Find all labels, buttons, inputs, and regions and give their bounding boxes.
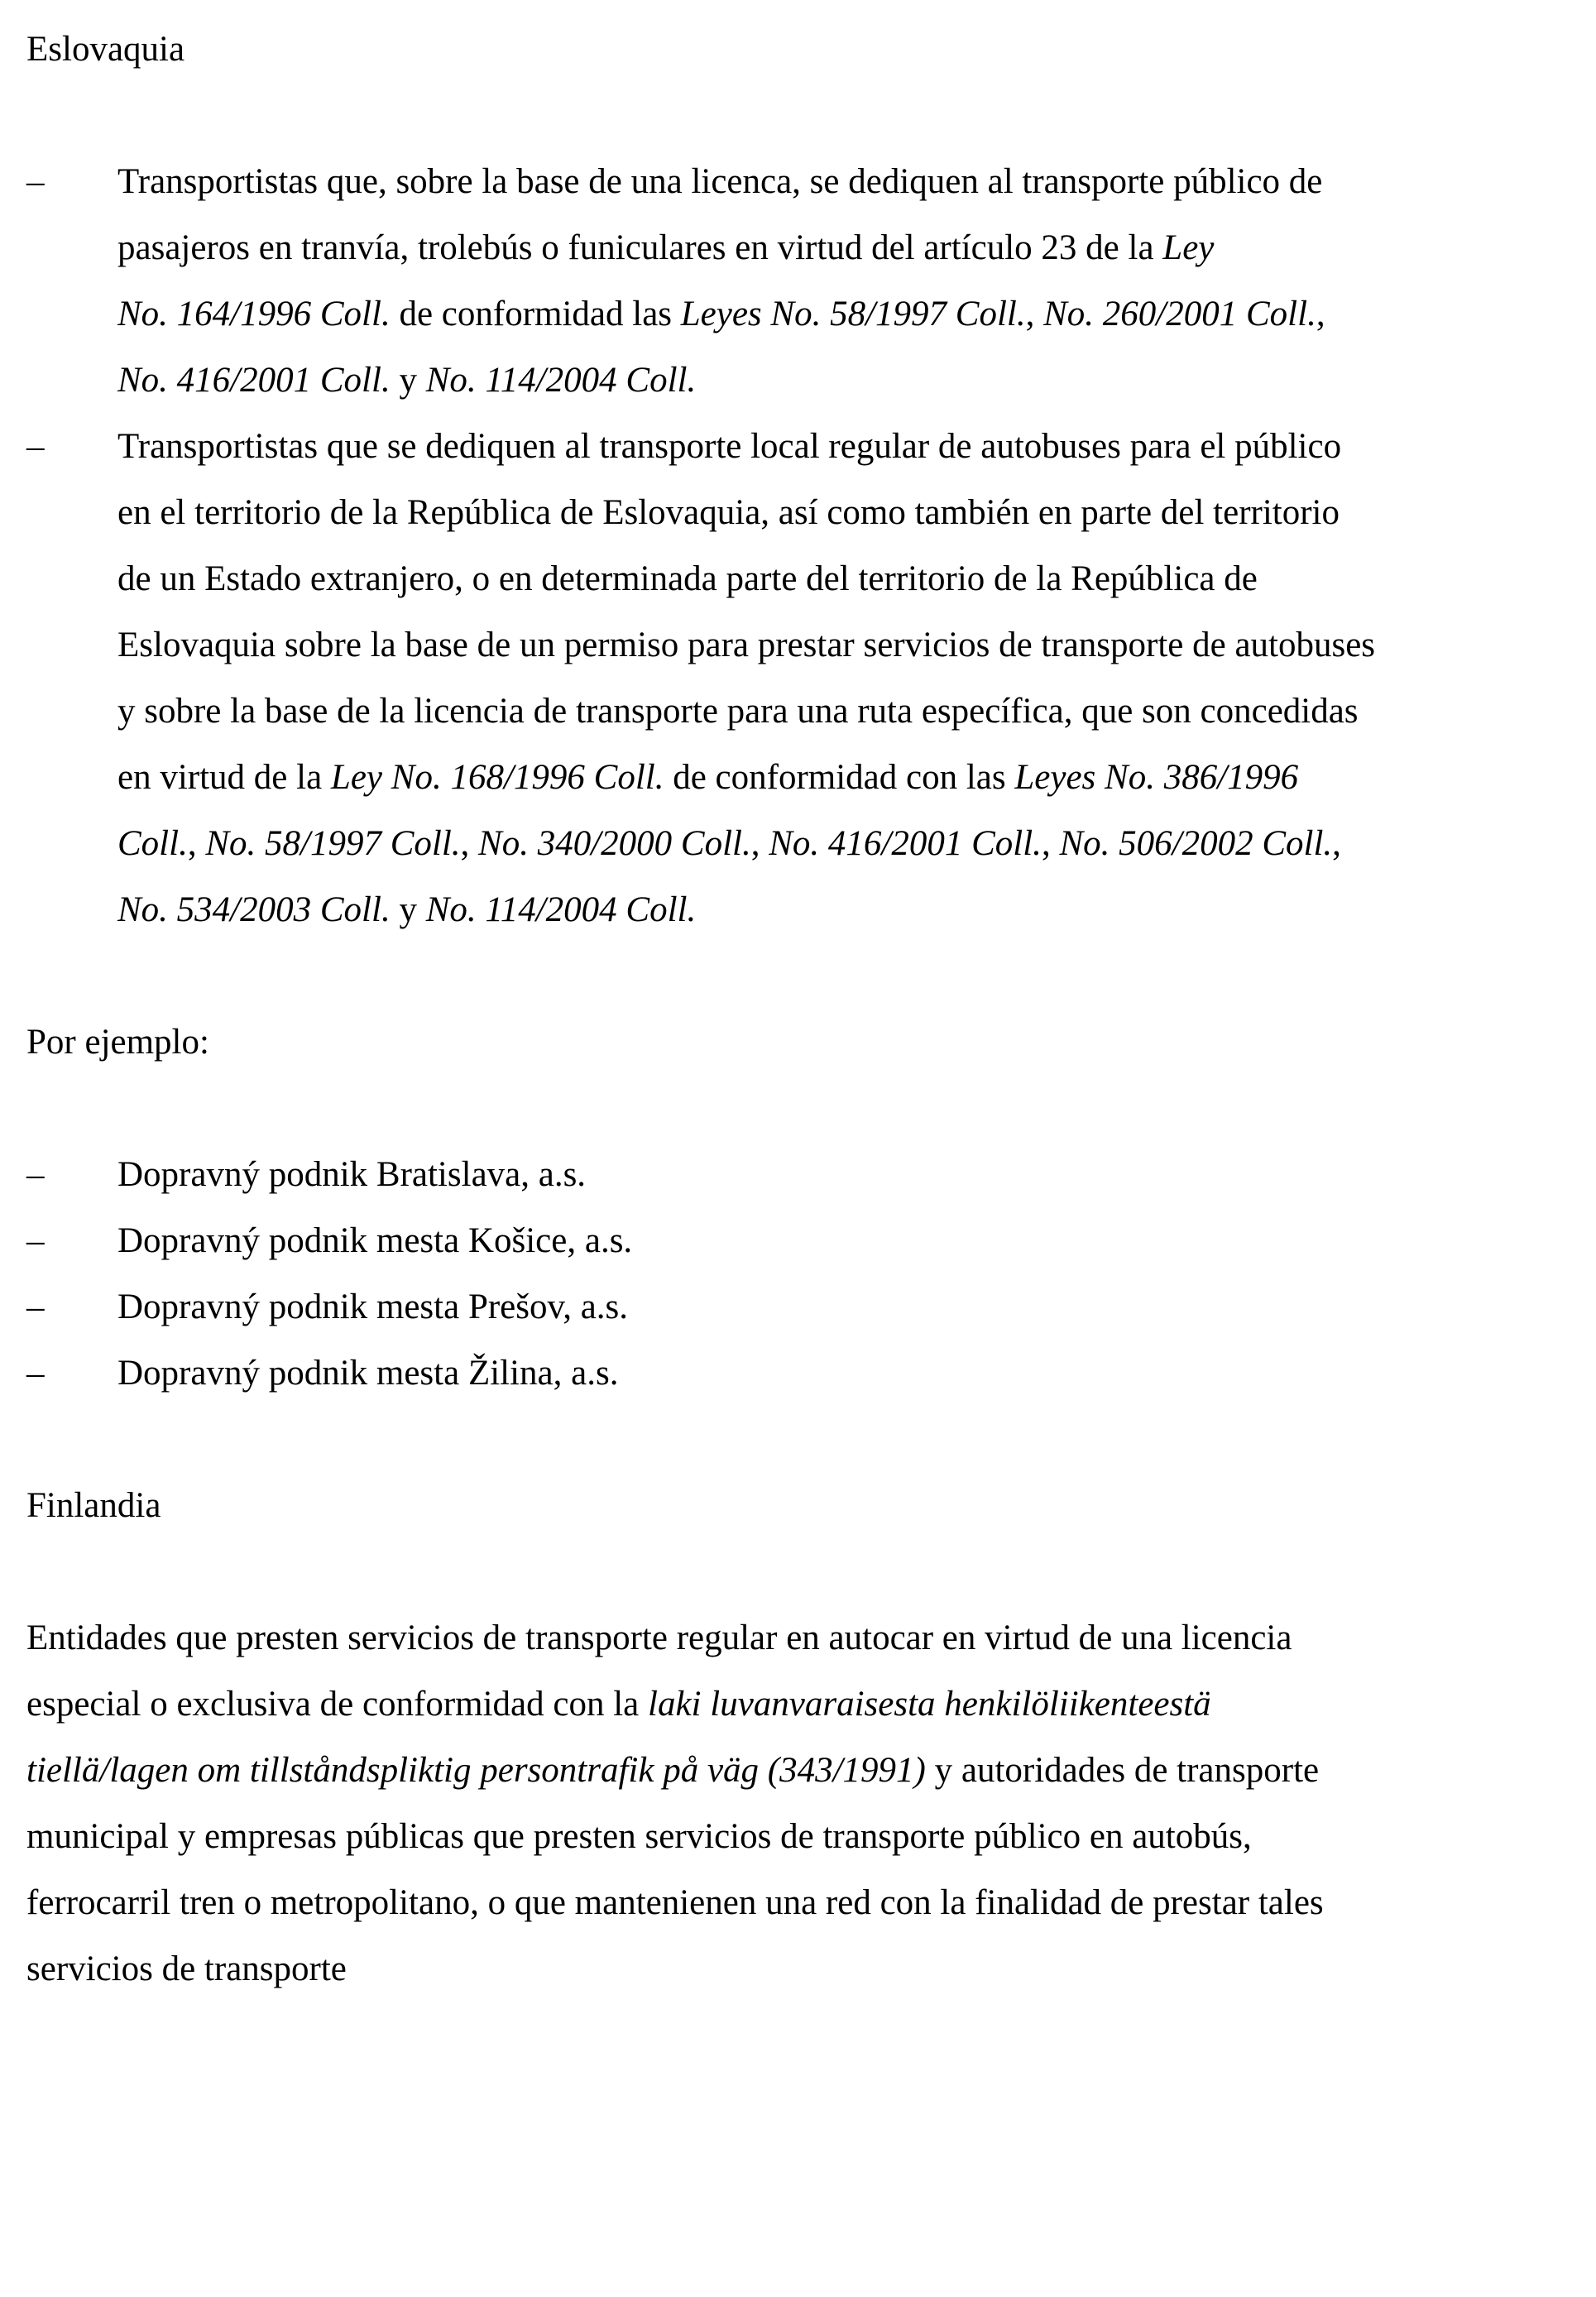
italic-citation: No. 164/1996 Coll.: [117, 295, 391, 333]
example-company: Dopravný podnik Bratislava, a.s.: [117, 1155, 587, 1194]
text-line: [26, 1605, 1450, 1671]
italic-citation: No. 58/1997 Coll.: [205, 824, 461, 863]
text-run: especial o exclusiva de conformidad con la: [26, 1685, 649, 1724]
text-line: [26, 1738, 1450, 1804]
text-line: [117, 480, 1524, 546]
text-run: ,: [460, 824, 479, 863]
text-run: Transportistas que se dediquen al transporte local regular de autobuses para el público: [117, 427, 1342, 466]
example-company: Dopravný podnik mesta Prešov, a.s.: [117, 1288, 629, 1326]
text-line: [26, 1936, 1450, 2002]
text-line: [117, 612, 1524, 679]
italic-citation: Leyes No. 386/1996: [1014, 758, 1299, 797]
italic-citation: Ley: [1162, 228, 1215, 267]
text-line: [117, 281, 1524, 348]
italic-citation: No. 340/2000 Coll.: [478, 824, 751, 863]
text-run: pasajeros en tranvía, trolebús o funiculares en virtud del artículo 23 de la: [117, 228, 1163, 267]
text-line: [26, 1804, 1450, 1870]
italic-citation: No. 416/2001 Coll.: [769, 824, 1042, 863]
text-line: [117, 348, 1524, 414]
text-line: [117, 679, 1524, 745]
text-line: [26, 1671, 1450, 1738]
example-company: Dopravný podnik mesta Žilina, a.s.: [117, 1354, 619, 1393]
text-run: y autoridades de transporte: [925, 1751, 1320, 1790]
heading-por-ejemplo: Por ejemplo:: [26, 1023, 209, 1062]
text-line: [117, 877, 1524, 943]
rich-text: [117, 414, 1524, 943]
text-line: [26, 1870, 1450, 1936]
dash-marker: –: [26, 1221, 45, 1260]
text-run: ,: [187, 824, 206, 863]
italic-citation: Ley No. 168/1996 Coll.: [330, 758, 664, 797]
text-line: [117, 149, 1524, 215]
paragraph-finlandia: [26, 1605, 1450, 2002]
italic-citation: No. 416/2001 Coll.: [117, 361, 391, 400]
text-run: ,: [1332, 824, 1341, 863]
text-run: y sobre la base de la licencia de transporte para una ruta específica, que son concedidas: [117, 692, 1359, 731]
italic-citation: Coll.: [117, 824, 188, 863]
italic-citation: No. 114/2004 Coll.: [425, 890, 697, 929]
italic-citation: Leyes No. 58/1997 Coll.: [680, 295, 1026, 333]
text-run: de un Estado extranjero, o en determinada parte del territorio de la República de: [117, 559, 1258, 598]
text-line: [117, 811, 1524, 877]
text-run: de conformidad con las: [664, 758, 1015, 797]
text-line: [117, 215, 1524, 281]
text-run: municipal y empresas públicas que presten servicios de transporte público en autobús,: [26, 1817, 1252, 1856]
italic-citation: laki luvanvaraisesta henkilöliikenteestä: [648, 1685, 1211, 1724]
text-run: ,: [750, 824, 769, 863]
heading-eslovaquia: Eslovaquia: [26, 30, 185, 69]
rich-text: [117, 149, 1524, 414]
text-run: Entidades que presten servicios de transporte regular en autocar en virtud de una licencia: [26, 1618, 1292, 1657]
text-run: Transportistas que, sobre la base de una licenca, se dediquen al transporte público de: [117, 162, 1323, 201]
dash-marker: –: [26, 1155, 45, 1194]
text-run: y: [390, 361, 426, 400]
text-run: y: [390, 890, 426, 929]
dash-marker: –: [26, 1288, 45, 1326]
heading-finlandia: Finlandia: [26, 1486, 161, 1525]
text-run: servicios de transporte: [26, 1949, 347, 1988]
text-run: ,: [1041, 824, 1060, 863]
text-line: [117, 745, 1524, 811]
dash-marker: –: [26, 1354, 45, 1393]
example-company: Dopravný podnik mesta Košice, a.s.: [117, 1221, 633, 1260]
italic-citation: No. 534/2003 Coll.: [117, 890, 391, 929]
text-line: [117, 546, 1524, 612]
dash-marker: –: [26, 427, 45, 466]
italic-citation: No. 506/2002 Coll.: [1059, 824, 1333, 863]
text-run: ,: [1316, 295, 1325, 333]
italic-citation: No. 260/2001 Coll.: [1043, 295, 1316, 333]
italic-citation: tiellä/lagen om tillståndspliktig persontrafik på väg (343/1991): [26, 1751, 926, 1790]
dash-marker: –: [26, 162, 45, 201]
text-line: [117, 414, 1524, 480]
text-run: ferrocarril tren o metropolitano, o que mantenienen una red con la finalidad de prestar tales: [26, 1883, 1324, 1922]
text-run: de conformidad las: [390, 295, 681, 333]
text-run: ,: [1025, 295, 1044, 333]
text-run: en el territorio de la República de Eslovaquia, así como también en parte del territorio: [117, 493, 1340, 532]
italic-citation: No. 114/2004 Coll.: [425, 361, 697, 400]
text-run: en virtud de la: [117, 758, 331, 797]
text-run: Eslovaquia sobre la base de un permiso para prestar servicios de transporte de autobuses: [117, 626, 1376, 664]
